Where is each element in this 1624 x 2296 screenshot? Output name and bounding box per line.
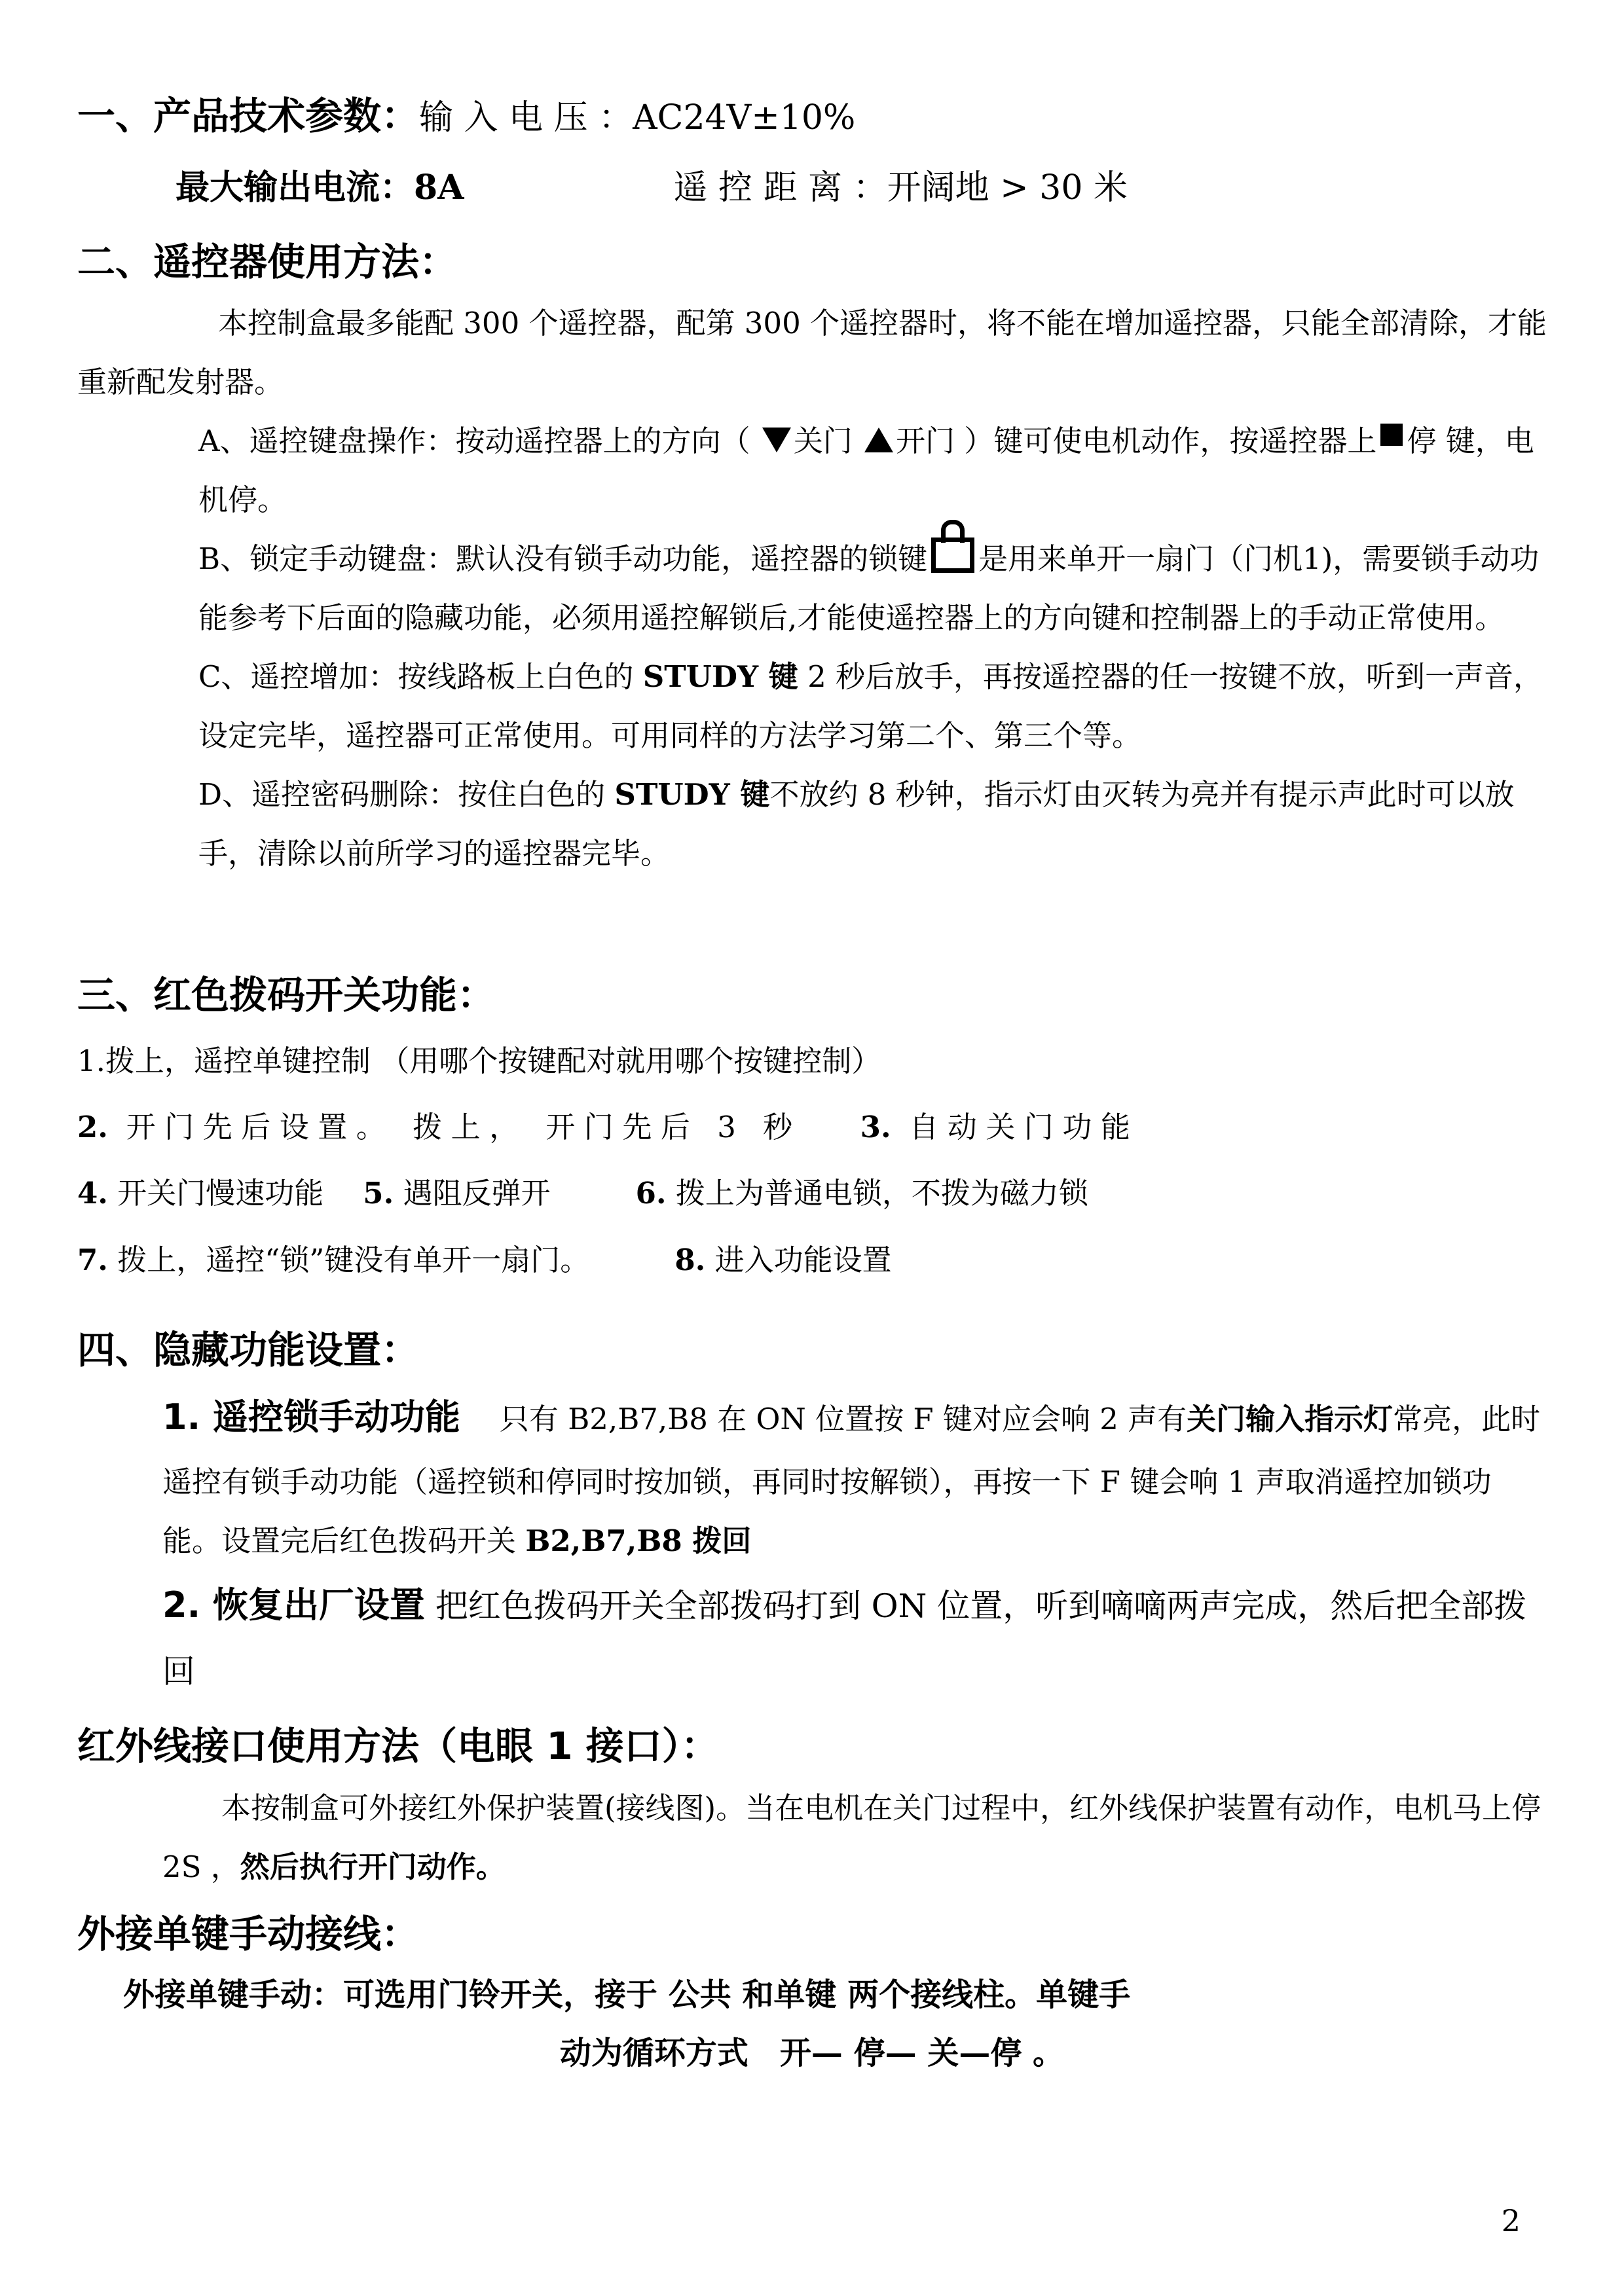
stop-square-icon [1380, 424, 1403, 446]
hidden-function-item-2 [162, 1571, 1547, 1704]
text: B、锁定手动键盘：默认没有锁手动功能，遥控器的锁键 [198, 541, 928, 577]
bold-text: STUDY 键 [642, 659, 798, 695]
bold-text: 关门输入指示灯 [1187, 1402, 1393, 1437]
bold-text: 红外线接口使用方法（电眼 1 接口）： [77, 1724, 719, 1769]
text: 关门 [793, 424, 862, 459]
infrared-paragraph [162, 1779, 1547, 1897]
bold-text: STUDY 键 [614, 777, 770, 812]
list-item-d [198, 765, 1547, 883]
text: 输 入 电 压 ：AC24V±10% [419, 98, 856, 137]
down-triangle-icon [762, 428, 791, 452]
section4-heading [77, 1318, 1547, 1383]
dip-switch-row-1 [77, 1028, 1547, 1094]
bold-text: 2. [77, 1110, 108, 1145]
text: 开关门慢速功能 [107, 1176, 324, 1211]
list-item-b [198, 530, 1547, 647]
text: 2 秒后放手，再按遥控器的任一按键不放，听到一声音，设定完毕，遥控器可正常使用。可用同样的方法学习第二个、第三个等。 [198, 659, 1543, 754]
bold-text: 3. [860, 1110, 891, 1145]
bold-text: 然后执行开门动作。 [240, 1849, 506, 1884]
list-item-c [198, 647, 1547, 765]
text: 拨上，遥控“锁”键没有单开一扇门。 [107, 1242, 590, 1277]
text: 不放约 8 秒钟，指示灯由灭转为亮并有提示声此时可以放手，清除以前所学习的遥控器完毕。 [198, 777, 1515, 871]
hidden-function-item-1 [162, 1382, 1547, 1571]
text: 只有 B2,B7,B8 在 ON 位置按 F 键对应会响 2 声有 [499, 1402, 1187, 1437]
bold-text: 6. [635, 1176, 667, 1211]
text: 拨上为普通电锁，不拨为磁力锁 [666, 1176, 1088, 1211]
text: 本控制盒最多能配 300 个遥控器，配第 300 个遥控器时，将不能在增加遥控器，只能全部清除，才能重新配发射器。 [77, 306, 1547, 400]
bold-text: 二、遥控器使用方法： [77, 239, 458, 284]
bold-text: 动为循环方式 开— 停— 关—停 。 [559, 2035, 1065, 2072]
bold-text: 1. 遥控锁手动功能 [162, 1396, 460, 1438]
bold-text: 外接单键手动接线： [77, 1911, 420, 1956]
text: 自动关门功能 [891, 1110, 1139, 1145]
text: 是用来单开一扇门（门机1)，需要锁手动功能参考下后面的隐藏功能，必须用遥控解锁后,才能使遥控器上的方向键和控制器上的手动正常使用。 [198, 541, 1540, 636]
spacer [589, 1269, 674, 1270]
text: 遥 控 距 离 ：开阔地 > 30 米 [673, 168, 1128, 208]
section2-heading [77, 230, 1547, 295]
bold-text: 三、红色拨码开关功能： [77, 973, 496, 1018]
text: 遇阻反弹开 [394, 1176, 551, 1211]
bold-text: 最大输出电流：8A [175, 167, 464, 208]
lock-icon [931, 538, 974, 573]
bold-text: 一、产品技术参数： [77, 94, 420, 138]
section1-param-row [175, 158, 1547, 218]
text: 本按制盒可外接红外保护装置(接线图)。当在电机在关门过程中，红外线保护装置有动作，电机马上停 2S ， [162, 1790, 1541, 1884]
up-triangle-icon [864, 428, 893, 452]
list-item-a [198, 412, 1547, 530]
text: 把红色拨码开关全部拨码打到 ON 位置，听到嘀嘀两声完成，然后把全部拨回 [162, 1587, 1527, 1690]
text: C、遥控增加：按线路板上白色的 [198, 659, 643, 695]
bold-text: 四、隐藏功能设置： [77, 1327, 420, 1372]
text: 开门 ）键可使电机动作，按遥控器上 [896, 424, 1377, 459]
external-button-line-2 [77, 2024, 1547, 2083]
external-button-line-1 [123, 1966, 1547, 2024]
text: 常亮，此时遥控有锁手动功能（遥控锁和停同时按加锁，再同时按解锁），再按一下 F 键会响 1 声取消遥控加锁功能。设置完后红色拨码开关 [162, 1402, 1541, 1559]
text: 开门先后设置。 拨上， 开门先后 3 秒 [107, 1110, 802, 1145]
text: 1.拨上，遥控单键控制 （用哪个按键配对就用哪个按键控制） [77, 1043, 881, 1078]
infrared-heading [77, 1714, 1547, 1779]
text: A、遥控键盘操作：按动遥控器上的方向（ [198, 424, 760, 459]
bold-text: 7. [77, 1242, 108, 1277]
text: 停 键，电机停。 [198, 424, 1534, 518]
spacer [464, 198, 674, 199]
dip-switch-row-2 [77, 1094, 1547, 1160]
bold-text: B2,B7,B8 拨回 [525, 1523, 752, 1559]
bold-text: 4. [77, 1176, 108, 1211]
text: 进入功能设置 [705, 1242, 892, 1277]
bold-text: 5. [363, 1176, 394, 1211]
dip-switch-row-3 [77, 1160, 1547, 1226]
section3-heading [77, 963, 1547, 1028]
text: D、遥控密码删除：按住白色的 [198, 777, 615, 812]
bold-text: 外接单键手动：可选用门铃开关，接于 公共 和单键 两个接线柱。单键手 [123, 1977, 1131, 2014]
section1-heading-row [77, 84, 1547, 149]
dip-switch-row-4 [77, 1227, 1547, 1293]
section2-intro-paragraph [77, 294, 1547, 412]
bold-text: 2. 恢复出厂设置 [162, 1584, 425, 1626]
external-button-heading [77, 1902, 1547, 1967]
bold-text: 8. [674, 1242, 706, 1277]
page-number: 2 [1501, 2203, 1521, 2238]
